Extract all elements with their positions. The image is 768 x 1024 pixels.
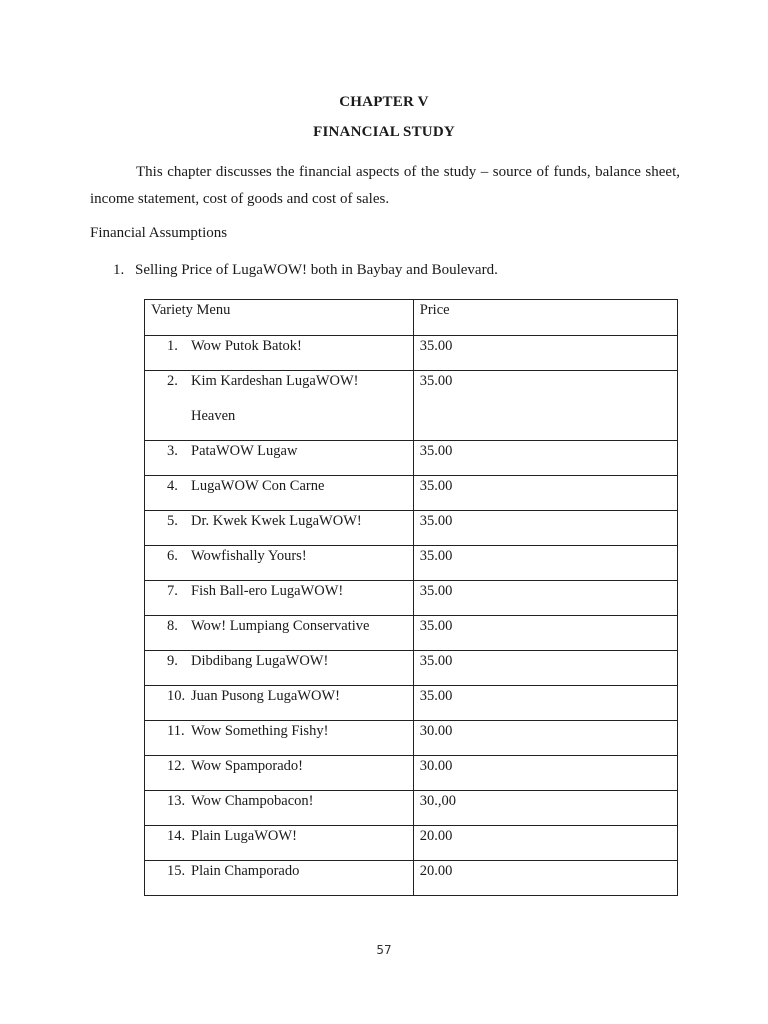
menu-item-name: Plain Champorado xyxy=(191,863,300,879)
menu-item-name: Wow Spamporado! xyxy=(191,758,303,774)
menu-item-number: 9. xyxy=(167,653,178,669)
assumption-item-text: Selling Price of LugaWOW! both in Baybay and Boulevard. xyxy=(135,262,498,278)
menu-item-price: 20.00 xyxy=(419,863,453,879)
menu-item-number: 14. xyxy=(167,828,186,844)
menu-item-cell xyxy=(145,511,414,546)
menu-item-price: 20.00 xyxy=(419,828,453,844)
menu-item-price: 35.00 xyxy=(419,373,453,389)
menu-item-price: 30.,00 xyxy=(419,793,457,809)
table-row xyxy=(145,861,678,896)
menu-item-number: 6. xyxy=(167,548,178,564)
menu-item-price: 35.00 xyxy=(419,688,453,704)
menu-item-number: 10. xyxy=(167,688,186,704)
page-number: 57 xyxy=(376,943,392,957)
assumption-item-number: 1. xyxy=(113,262,125,278)
table-row xyxy=(145,826,678,861)
menu-item-price: 35.00 xyxy=(419,548,453,564)
menu-item-number: 5. xyxy=(167,513,178,529)
table-row xyxy=(145,651,678,686)
menu-item-price: 30.00 xyxy=(419,723,453,739)
menu-item-name: LugaWOW Con Carne xyxy=(191,478,325,494)
table-row xyxy=(145,511,678,546)
table-row xyxy=(145,616,678,651)
menu-item-number: 11. xyxy=(167,723,185,739)
table-row xyxy=(145,791,678,826)
menu-item-price: 35.00 xyxy=(419,513,453,529)
menu-item-name: Juan Pusong LugaWOW! xyxy=(191,688,341,704)
intro-paragraph: This chapter discusses the financial aspects of the study – source of funds, balance sheet, income statement, cost of goods and cost of sales. xyxy=(90,164,680,207)
menu-item-number: 7. xyxy=(167,583,178,599)
menu-item-number: 2. xyxy=(167,373,178,389)
table-body xyxy=(145,336,678,896)
menu-item-price: 35.00 xyxy=(419,618,453,634)
menu-item-price-cell xyxy=(413,686,677,721)
menu-item-price-cell xyxy=(413,581,677,616)
table-row xyxy=(145,756,678,791)
menu-item-price-cell xyxy=(413,861,677,896)
menu-item-name: Wow Something Fishy! xyxy=(191,723,329,739)
menu-item-name: Wow Putok Batok! xyxy=(191,338,302,354)
menu-item-price: 35.00 xyxy=(419,443,453,459)
menu-item-price-cell xyxy=(413,616,677,651)
menu-item-price-cell xyxy=(413,826,677,861)
assumption-item xyxy=(113,262,498,279)
header-price: Price xyxy=(413,300,677,336)
table-row xyxy=(145,371,678,441)
table-header-row xyxy=(145,300,678,336)
menu-item-price-cell xyxy=(413,336,677,371)
table-row xyxy=(145,721,678,756)
menu-item-cell xyxy=(145,686,414,721)
menu-item-number: 12. xyxy=(167,758,186,774)
menu-item-name: Wow Champobacon! xyxy=(191,793,314,809)
chapter-heading: CHAPTER V xyxy=(339,94,429,110)
menu-price-table xyxy=(144,299,678,896)
menu-item-cell xyxy=(145,791,414,826)
table-row xyxy=(145,546,678,581)
menu-item-number: 13. xyxy=(167,793,186,809)
menu-item-price: 30.00 xyxy=(419,758,453,774)
menu-item-price-cell xyxy=(413,511,677,546)
menu-item-price-cell xyxy=(413,476,677,511)
menu-item-name: Wowfishally Yours! xyxy=(191,548,307,564)
menu-item-price-cell xyxy=(413,546,677,581)
table-row xyxy=(145,686,678,721)
menu-item-number: 8. xyxy=(167,618,178,634)
menu-item-name: Fish Ball-ero LugaWOW! xyxy=(191,583,344,599)
menu-item-price-cell xyxy=(413,651,677,686)
menu-item-price-cell xyxy=(413,756,677,791)
menu-item-cell xyxy=(145,546,414,581)
menu-item-price-cell xyxy=(413,791,677,826)
table-row xyxy=(145,476,678,511)
menu-item-name: Dr. Kwek Kwek LugaWOW! xyxy=(191,513,362,529)
financial-assumptions-label: Financial Assumptions xyxy=(90,225,228,241)
menu-item-cell xyxy=(145,651,414,686)
menu-item-name: Plain LugaWOW! xyxy=(191,828,297,844)
menu-item-cell xyxy=(145,756,414,791)
menu-item-price-cell xyxy=(413,371,677,441)
menu-item-cell xyxy=(145,721,414,756)
menu-item-cell xyxy=(145,861,414,896)
table-row xyxy=(145,581,678,616)
menu-item-price-cell xyxy=(413,441,677,476)
menu-item-cell xyxy=(145,826,414,861)
menu-item-price-cell xyxy=(413,721,677,756)
menu-item-name: Kim Kardeshan LugaWOW! Heaven xyxy=(191,373,359,424)
menu-item-price: 35.00 xyxy=(419,583,453,599)
menu-item-name: Wow! Lumpiang Conservative xyxy=(191,618,370,634)
header-variety-menu: Variety Menu xyxy=(145,300,414,336)
menu-item-name: Dibdibang LugaWOW! xyxy=(191,653,329,669)
menu-item-price: 35.00 xyxy=(419,478,453,494)
menu-item-cell xyxy=(145,476,414,511)
menu-item-number: 15. xyxy=(167,863,186,879)
menu-item-name: PataWOW Lugaw xyxy=(191,443,298,459)
table-row xyxy=(145,441,678,476)
menu-item-number: 1. xyxy=(167,338,178,354)
menu-item-cell xyxy=(145,581,414,616)
menu-item-number: 4. xyxy=(167,478,178,494)
menu-item-cell xyxy=(145,371,414,441)
menu-item-cell xyxy=(145,441,414,476)
menu-item-cell xyxy=(145,616,414,651)
menu-item-price: 35.00 xyxy=(419,653,453,669)
menu-item-price: 35.00 xyxy=(419,338,453,354)
menu-item-number: 3. xyxy=(167,443,178,459)
chapter-title: FINANCIAL STUDY xyxy=(313,124,455,140)
